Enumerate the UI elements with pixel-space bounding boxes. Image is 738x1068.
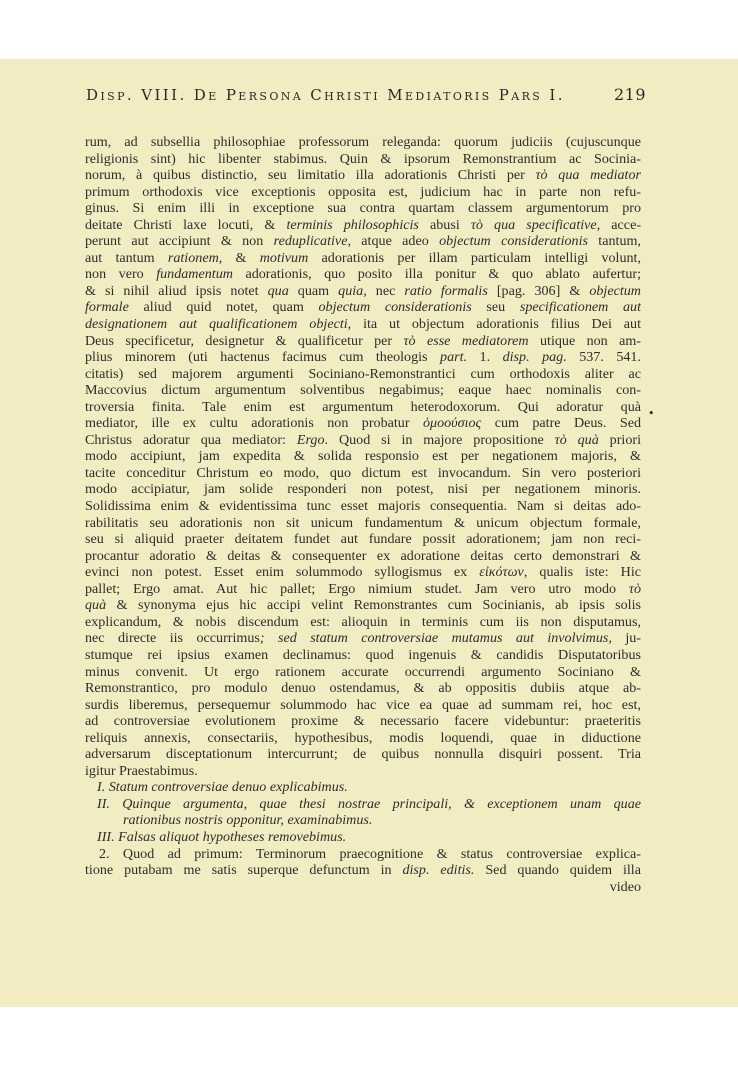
text-segment: 2. Quod ad primum: Terminorum praecognitione & status controversiae explica- bbox=[99, 845, 641, 862]
text-line bbox=[85, 664, 641, 681]
text-segment: stumque rei ipsius examen declinamus: quod ingenuis & candidis Disputatoribus bbox=[85, 646, 641, 663]
text-segment: pallet; Ergo amat. Aut hic pallet; Ergo nimium studet. Jam vero utro modo bbox=[85, 580, 629, 597]
text-line bbox=[85, 184, 641, 201]
text-line bbox=[85, 481, 641, 498]
book-page bbox=[0, 59, 738, 1007]
text-segment: adorationis, quo posito illa ponitur & quo ablato aufertur; bbox=[232, 266, 641, 283]
text-segment: 537. 541. bbox=[566, 349, 641, 366]
paragraph-2-start bbox=[85, 846, 641, 863]
italic-segment: ; sed statum controversiae mutamus aut involvimus, bbox=[259, 630, 612, 647]
text-line bbox=[85, 713, 641, 730]
text-segment: mediator, ille ex cultu adorationis non probatur bbox=[85, 415, 423, 432]
text-segment: . Quod si in majore propositione bbox=[324, 431, 555, 448]
text-line bbox=[85, 581, 641, 598]
text-segment: ginus. Si enim illi in exceptione sua contra quartam classem argumentorum pro bbox=[85, 200, 641, 217]
text-segment: tione putabam me satis superque defunctum in bbox=[85, 862, 403, 879]
text-segment: abusi bbox=[418, 216, 471, 233]
text-line bbox=[85, 415, 641, 432]
text-segment: utique non am- bbox=[528, 332, 641, 349]
text-segment: rabilitatis seu adorationis non sit unicum fundamentum & unicum objectum formale, bbox=[85, 514, 641, 531]
text-segment: Solidissima enim & evidentissima tunc esset majoris consequentia. Nam si deitas ado- bbox=[85, 498, 641, 515]
text-segment: & synonyma ejus hic accipi velint Remonstrantes cum Socinianis, ab ipsis solis bbox=[106, 597, 641, 614]
text-line bbox=[85, 548, 641, 565]
italic-segment: quà bbox=[85, 597, 107, 614]
text-line bbox=[85, 630, 641, 647]
text-line bbox=[85, 266, 641, 283]
text-line bbox=[85, 531, 641, 548]
italic-segment: disp. pag. bbox=[502, 349, 567, 366]
italic-segment: specificationem aut bbox=[519, 299, 641, 316]
text-segment: igitur Praestabimus. bbox=[85, 762, 198, 779]
text-line bbox=[85, 697, 641, 714]
text-segment: deitate Christi laxe locuti, & bbox=[85, 216, 287, 233]
italic-segment: terminis philosophicis bbox=[286, 216, 419, 233]
text-line bbox=[85, 382, 641, 399]
italic-segment: part. bbox=[440, 349, 468, 366]
text-line bbox=[85, 316, 641, 333]
text-line bbox=[85, 730, 641, 747]
text-segment: troversia finita. Tale enim est argumentum heterodoxorum. Qui adoratur quà bbox=[85, 398, 641, 415]
italic-segment: rationibus nostris opponitur, examinabimus. bbox=[123, 812, 373, 829]
text-segment: ad controversiae evolutionem proxime & necessario facere videbuntur: praeteritis bbox=[85, 713, 641, 730]
italic-segment: τὸ esse mediatorem bbox=[403, 332, 529, 349]
text-line bbox=[85, 448, 641, 465]
text-segment: rum, ad subsellia philosophiae professorum releganda: quorum judiciis (cujuscunque bbox=[85, 134, 641, 150]
margin-dot: • bbox=[648, 407, 655, 420]
text-segment: Remonstrantico, pro modulo denuo ostendamus, & ab oppositis dubiis atque ab- bbox=[85, 680, 641, 697]
text-segment: , acce- bbox=[596, 216, 641, 233]
text-segment: primum orthodoxis vice exceptionis opposita est, judicium hac in parte non refu- bbox=[85, 183, 641, 200]
italic-segment: formale bbox=[85, 299, 129, 316]
text-line bbox=[85, 299, 641, 316]
text-line bbox=[85, 399, 641, 416]
italic-segment: qua bbox=[267, 282, 289, 299]
list-item-i bbox=[85, 779, 641, 796]
text-segment: seu si aliquid praeter deitatem fundet aut fundare possit adorationem; jam non reci- bbox=[85, 531, 641, 548]
text-segment: aliud quid notet, quam bbox=[128, 299, 319, 316]
text-line bbox=[85, 200, 641, 217]
text-segment: cum patre Deus. Sed bbox=[481, 415, 641, 432]
text-segment: quam bbox=[288, 282, 339, 299]
text-segment: , atque adeo bbox=[347, 233, 440, 250]
italic-segment: designationem aut qualificationem objecti bbox=[85, 316, 348, 333]
text-segment: reliquis annexis, consectariis, hypothesibus, modis loquendi, quae in diductione bbox=[85, 729, 641, 746]
text-segment: Deus specificetur, designetur & qualificetur per bbox=[85, 332, 404, 349]
text-line bbox=[85, 680, 641, 697]
text-segment: , nec bbox=[363, 282, 405, 299]
italic-segment: εἰκότων bbox=[479, 564, 524, 581]
text-line bbox=[85, 763, 641, 780]
italic-segment: objectum considerationis bbox=[439, 233, 588, 250]
text-line bbox=[85, 233, 641, 250]
text-segment: video bbox=[609, 878, 641, 895]
text-segment: , & bbox=[218, 249, 260, 266]
body-text bbox=[85, 134, 641, 895]
text-line bbox=[85, 597, 641, 614]
text-segment: ju- bbox=[611, 630, 641, 647]
text-line bbox=[85, 498, 641, 515]
text-segment: perunt aut accipiunt & non bbox=[85, 233, 274, 250]
text-segment: norum, à quibus distinctio, seu limitatio illa adorationis Christi per bbox=[85, 167, 536, 184]
italic-segment: Ergo bbox=[296, 431, 325, 448]
text-segment: nec directe iis occurrimus bbox=[85, 630, 260, 647]
text-line bbox=[85, 862, 641, 879]
text-line bbox=[85, 515, 641, 532]
text-segment: non vero bbox=[85, 266, 157, 283]
text-segment: adversarum disceptationum intercurrunt; de quibus nonnulla disquiri possent. Tria bbox=[85, 746, 641, 763]
text-segment: religionis sint) hic libenter stabimus. Quin & ipsorum Remonstrantium ac Socinia- bbox=[85, 150, 641, 167]
text-line bbox=[85, 432, 641, 449]
italic-segment: ὁμοούσιος bbox=[422, 415, 482, 432]
running-title: Disp. VIII. De Persona Christi Mediatoris Pars I. bbox=[86, 86, 565, 104]
text-line bbox=[85, 250, 641, 267]
italic-segment: III. Falsas aliquot hypotheses removebimus. bbox=[97, 828, 347, 845]
italic-segment: II. Quinque argumenta, quae thesi nostrae principali, & exceptionem unam quae bbox=[97, 795, 641, 812]
text-line bbox=[85, 366, 641, 383]
text-segment: tantum, bbox=[587, 233, 641, 250]
italic-segment: τὸ quà bbox=[554, 431, 599, 448]
text-segment: Christus adoratur qua mediator: bbox=[85, 431, 297, 448]
text-segment: evinci non potest. Esset enim solummodo syllogismus ex bbox=[85, 564, 480, 581]
text-segment: adorationis per illam particulam intelligi volunt, bbox=[308, 249, 641, 266]
italic-segment: disp. editis. bbox=[402, 862, 475, 879]
text-line bbox=[85, 647, 641, 664]
text-segment: & si nihil aliud ipsis notet bbox=[85, 282, 268, 299]
running-header bbox=[86, 85, 646, 104]
italic-segment: τὸ bbox=[628, 580, 641, 597]
italic-segment: τὸ qua specificative bbox=[470, 216, 597, 233]
text-segment: tacite conceditur Christum eo modo, quo dictum est invocandum. Sin vero posteriori bbox=[85, 464, 641, 481]
text-segment: seu bbox=[471, 299, 520, 316]
text-segment: [pag. 306] & bbox=[487, 282, 590, 299]
text-line bbox=[85, 564, 641, 581]
italic-segment: quia bbox=[338, 282, 364, 299]
text-line bbox=[85, 151, 641, 168]
text-line bbox=[85, 333, 641, 350]
italic-segment: rationem bbox=[167, 249, 219, 266]
italic-segment: reduplicative bbox=[273, 233, 348, 250]
italic-segment: ratio formalis bbox=[404, 282, 488, 299]
list-item-iii bbox=[85, 829, 641, 846]
text-line bbox=[85, 614, 641, 631]
catchword bbox=[85, 879, 641, 896]
list-item-ii-continued bbox=[85, 812, 641, 829]
text-segment: surdis liberemus, persequemur solummodo hac vice ea quae ad summam rei, hoc est, bbox=[85, 696, 641, 713]
text-line bbox=[85, 746, 641, 763]
text-segment: modo accipiatur, jam solide responderi non potest, nisi per negationem minoris. bbox=[85, 481, 641, 498]
text-segment: modo accipiunt, jam expedita & solida responsio est per negationem majoris, & bbox=[85, 448, 641, 465]
text-segment: procantur adoratio & deitas & consequenter ex adoratione deitas certo demonstrari & bbox=[85, 547, 641, 564]
page-number: 219 bbox=[613, 85, 646, 104]
italic-segment: objectum bbox=[589, 282, 641, 299]
text-segment: , ita ut objectum adorationis filius Dei aut bbox=[347, 316, 641, 333]
text-segment: plius minorem (uti hactenus facimus cum theologis bbox=[85, 349, 441, 366]
text-segment: Maccovius dictum argumentum solventibus negabimus; eaque haec nominalis con- bbox=[85, 382, 641, 399]
text-line bbox=[85, 167, 641, 184]
italic-segment: objectum considerationis bbox=[318, 299, 472, 316]
text-segment: Sed quando quidem illa bbox=[474, 862, 641, 879]
text-line bbox=[85, 283, 641, 300]
text-segment: priori bbox=[598, 431, 641, 448]
text-segment: citatis) sed majorem argumenti Sociniano-Remonstrantici cum orthodoxis aliter ac bbox=[85, 365, 641, 382]
italic-segment: I. Statum controversiae denuo explicabimus. bbox=[97, 779, 348, 796]
italic-segment: motivum bbox=[259, 249, 309, 266]
text-line bbox=[85, 465, 641, 482]
text-segment: minus convenit. Ut ergo rationem accurate occurrendi argumento Sociniano & bbox=[85, 663, 641, 680]
italic-segment: fundamentum bbox=[156, 266, 233, 283]
text-segment: 1. bbox=[467, 349, 503, 366]
italic-segment: τὸ qua mediator bbox=[535, 167, 641, 184]
text-line bbox=[85, 349, 641, 366]
text-segment: aut tantum bbox=[85, 249, 168, 266]
text-line bbox=[85, 217, 641, 234]
text-segment: explicandum, & nobis discendum est: alioquin in terminis cum iis non disputamus, bbox=[85, 613, 641, 630]
text-segment: , qualis iste: Hic bbox=[523, 564, 641, 581]
list-item-ii bbox=[85, 796, 641, 813]
text-line bbox=[85, 134, 641, 151]
